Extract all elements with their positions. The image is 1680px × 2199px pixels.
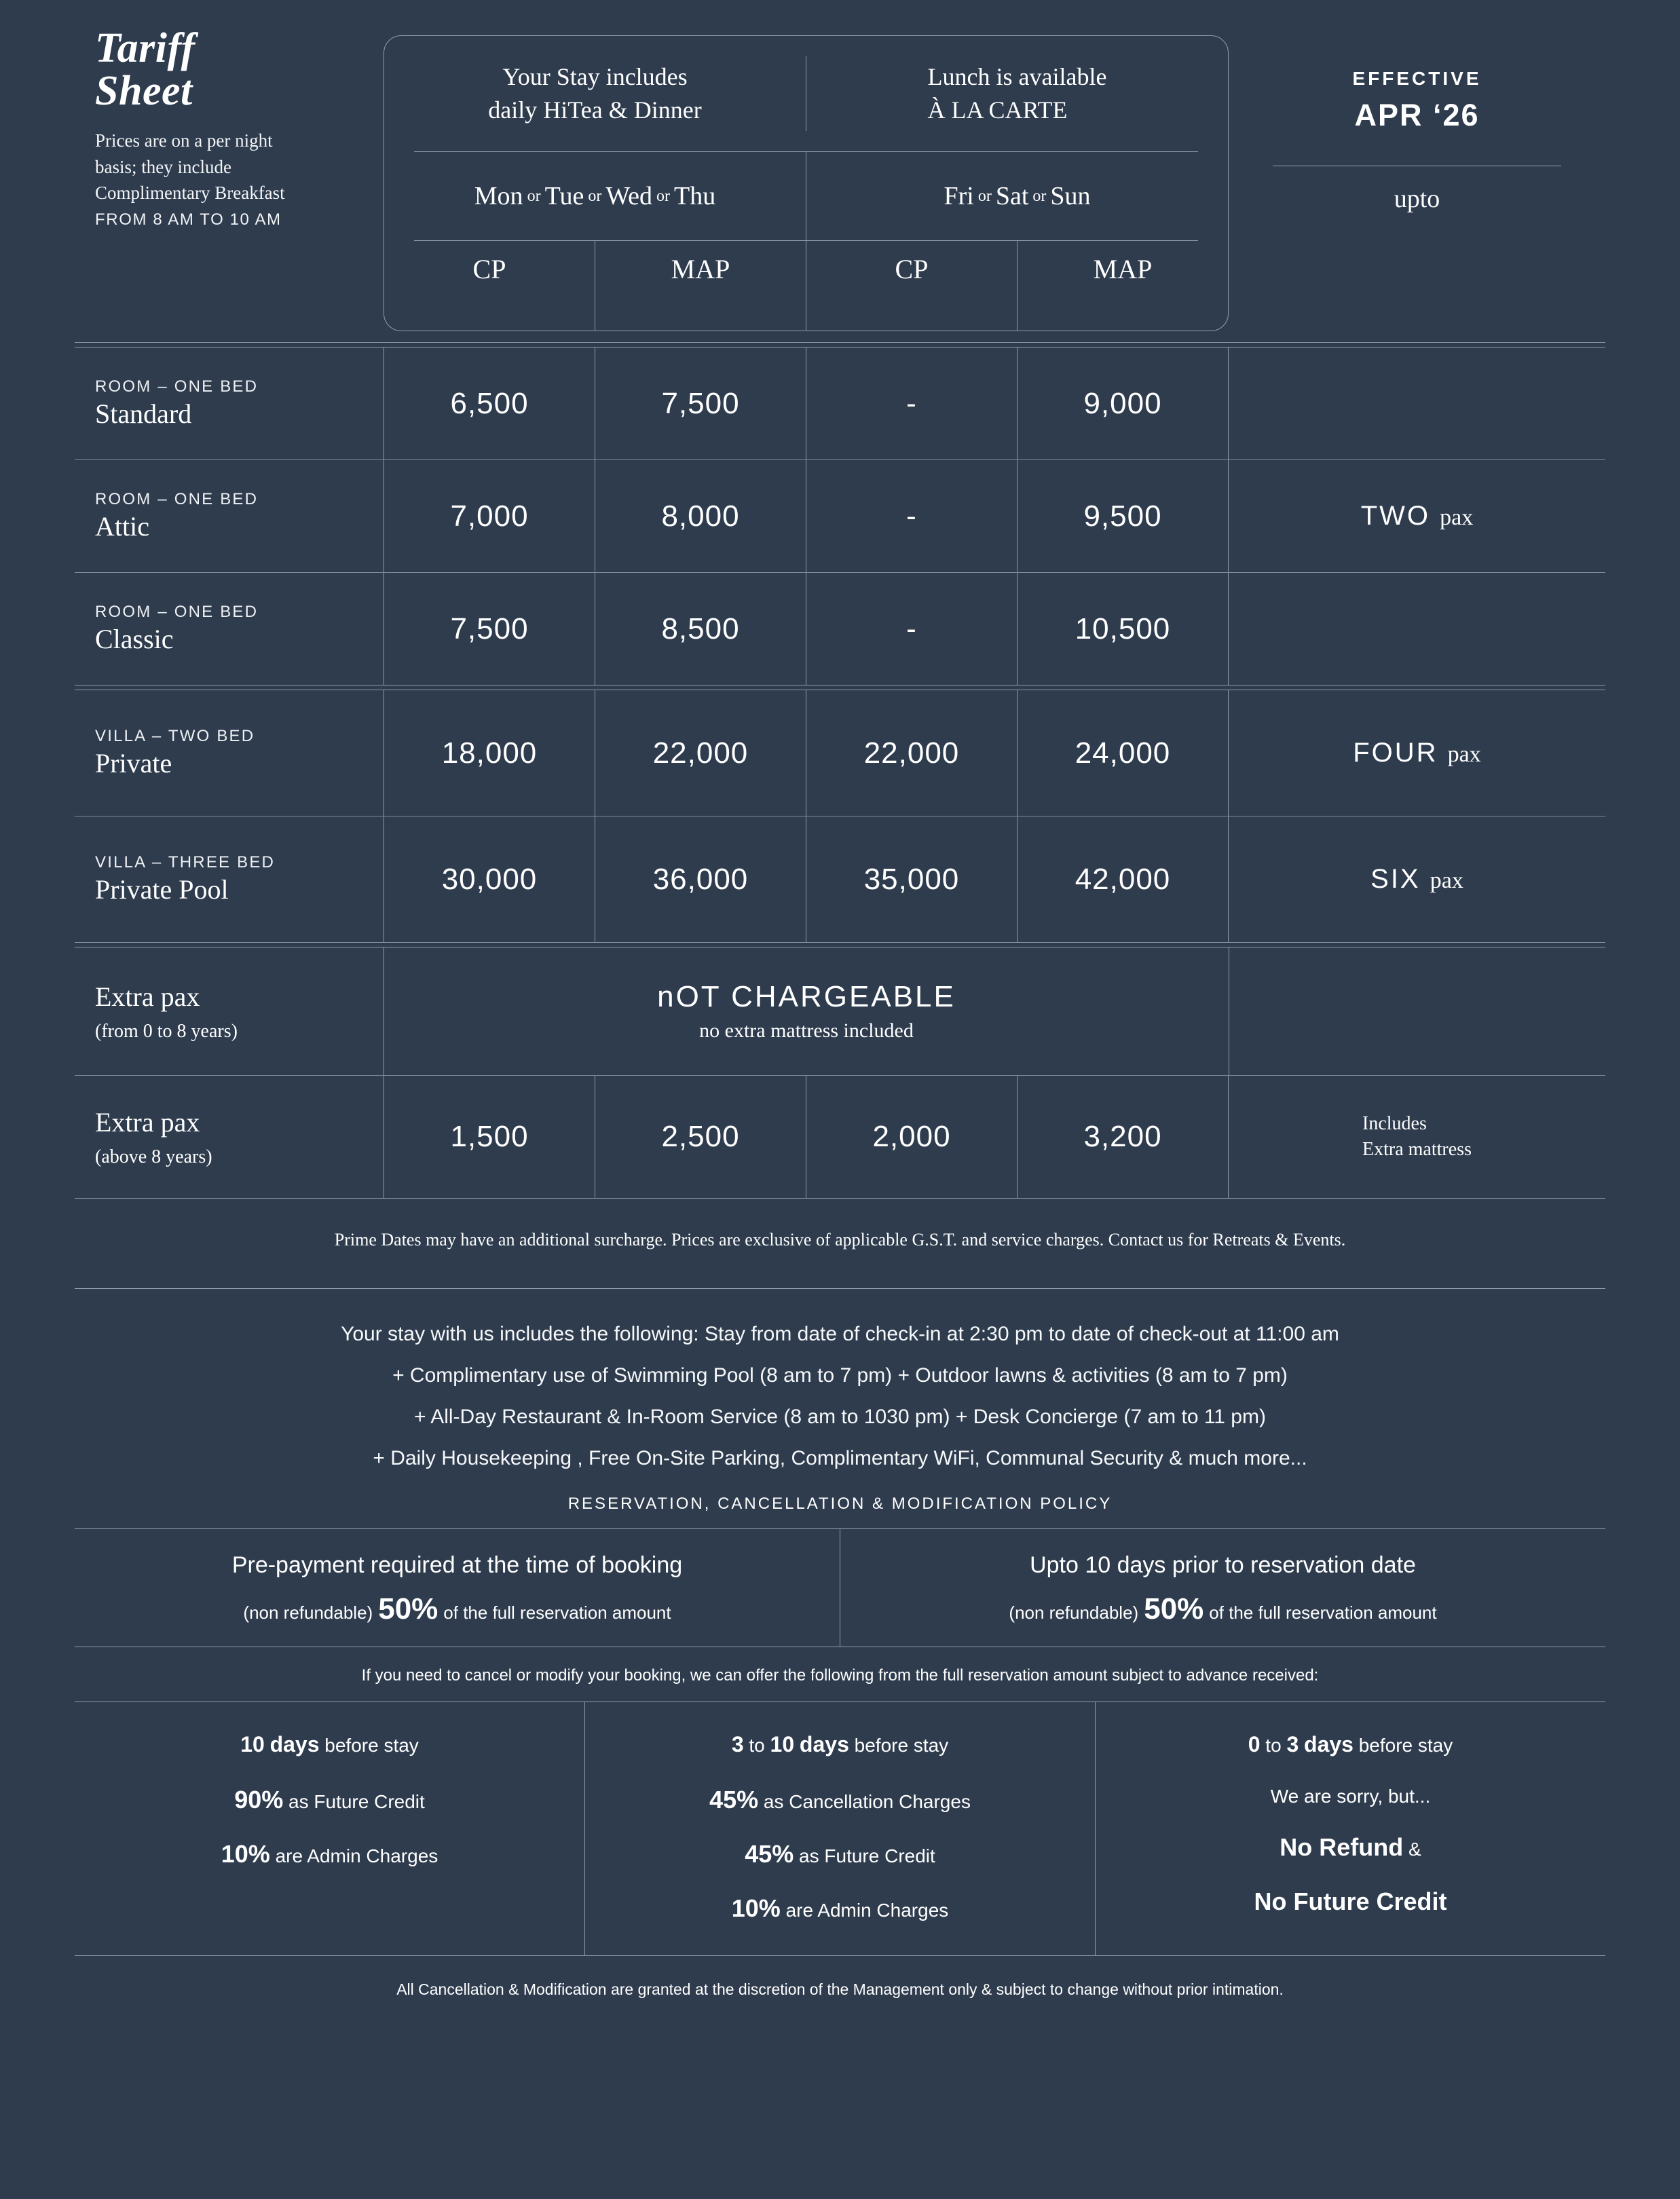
cancellation-item: [585, 1840, 1095, 1868]
price-map-weekday: 8,500: [661, 612, 740, 645]
item-text: as Cancellation Charges: [763, 1791, 971, 1812]
occupancy-two: TWO pax: [1360, 501, 1474, 531]
weekday-d4: Thu: [674, 182, 716, 210]
prime-dates-note: Prime Dates may have an additional surcharge. Prices are exclusive of applicable G.S.T. and service charges. Contact us for Retreats & Events.: [334, 1230, 1346, 1249]
title-line-2: Sheet: [95, 68, 193, 115]
no-future-credit-line: [1096, 1887, 1605, 1916]
price-map-weekend: 9,500: [1083, 499, 1162, 533]
sorry-text: We are sorry, but...: [1270, 1786, 1431, 1807]
room-type: ROOM – ONE BED: [95, 603, 259, 621]
window-unit: days: [799, 1732, 849, 1756]
prepayment-right-post: of the full reservation amount: [1209, 1602, 1437, 1623]
row-room-label: [75, 816, 384, 942]
brand-sub-line-2: basis; they include: [95, 156, 231, 177]
window-mid: to: [1265, 1735, 1282, 1756]
lunch-line-2: À LA CARTE: [927, 96, 1068, 124]
item-pct: 10%: [731, 1894, 781, 1922]
header-section: [75, 0, 1605, 331]
weekday-days-label: [384, 152, 806, 240]
item-text: as Future Credit: [288, 1791, 425, 1812]
stay-includes-block: [384, 36, 806, 151]
table-bottom-rule: [75, 1198, 1605, 1199]
prepayment-right-title: Upto 10 days prior to reservation date: [1030, 1552, 1416, 1578]
cancellation-window: [75, 1732, 584, 1757]
stay-includes-line-2: daily HiTea & Dinner: [488, 96, 702, 124]
cancellation-column-0-to-3-days: [1095, 1702, 1605, 1955]
room-name: Classic: [95, 624, 174, 654]
room-name: Attic: [95, 511, 149, 542]
weekend-d2: Sat: [995, 182, 1029, 210]
room-name: Private Pool: [95, 874, 229, 905]
weekend-days-label: [806, 152, 1228, 240]
price-cp-weekend: -: [906, 612, 917, 645]
prepayment-left-post: of the full reservation amount: [443, 1602, 671, 1623]
cancellation-column-10-days: [75, 1702, 584, 1955]
price-cp-weekend: 22,000: [863, 736, 960, 770]
effective-date-block: [1229, 27, 1605, 331]
table-row: [75, 573, 1605, 685]
window-num2: 10: [770, 1732, 795, 1756]
price-map-weekday: 36,000: [652, 862, 749, 896]
includes-mattress-note: [1362, 1111, 1472, 1163]
window-num: 0: [1248, 1732, 1261, 1756]
no-future-credit-text: No Future Credit: [1254, 1887, 1447, 1915]
plan-header-cp-weekend: CP: [895, 254, 929, 284]
page-title: [95, 27, 384, 113]
row-room-label: [75, 347, 384, 459]
table-row: [75, 347, 1605, 459]
stay-line: + Complimentary use of Swimming Pool (8 am to 7 pm) + Outdoor lawns & activities (8 am to 7 pm): [392, 1364, 1288, 1387]
prepayment-right: [840, 1529, 1605, 1647]
table-row-extra-adult: [75, 1076, 1605, 1198]
effective-value: APR ‘26: [1354, 98, 1480, 132]
lunch-block: [806, 36, 1228, 151]
price-map-weekday: 7,500: [661, 386, 740, 420]
extra-pax-title: Extra pax: [95, 1106, 200, 1138]
price-cp-weekday: 18,000: [441, 736, 538, 770]
room-type: ROOM – ONE BED: [95, 490, 259, 508]
extra-pax-age: (from 0 to 8 years): [95, 1020, 238, 1042]
prepayment-left-title: Pre-payment required at the time of booking: [231, 1552, 683, 1578]
prepayment-left: [75, 1529, 840, 1647]
room-name: Standard: [95, 398, 192, 429]
price-cp-weekday: 30,000: [441, 862, 538, 896]
window-post: before stay: [324, 1735, 419, 1756]
stay-line: Your stay with us includes the following: Stay from date of check-in at 2:30 pm to date of check-out at 11:00 am: [341, 1323, 1339, 1345]
includes-line-2: Extra mattress: [1362, 1139, 1472, 1160]
weekend-d3: Sun: [1050, 182, 1091, 210]
occupancy-six: SIX pax: [1370, 864, 1463, 894]
price-cp-weekday: 7,000: [450, 499, 529, 533]
price-cp-weekday: 6,500: [450, 386, 529, 420]
meal-plan-header-box: [384, 35, 1229, 331]
price-map-weekday: 8,000: [661, 499, 740, 533]
breakfast-hours: FROM 8 AM TO 10 AM: [95, 210, 282, 229]
item-pct: 10%: [221, 1840, 270, 1868]
room-type: VILLA – TWO BED: [95, 727, 255, 745]
price-cp-weekend: 35,000: [863, 862, 960, 896]
prepayment-right-detail: [840, 1592, 1605, 1626]
cancellation-column-3-to-10-days: [584, 1702, 1095, 1955]
extra-pax-label: [75, 1076, 384, 1198]
no-mattress-text: no extra mattress included: [699, 1019, 914, 1042]
section-rule: [75, 1288, 1605, 1289]
item-text: are Admin Charges: [785, 1900, 949, 1921]
price-cp-weekend: -: [906, 386, 917, 420]
policy-heading: RESERVATION, CANCELLATION & MODIFICATION POLICY: [567, 1495, 1113, 1513]
room-type: VILLA – THREE BED: [95, 853, 276, 871]
weekday-or3: or: [656, 187, 671, 205]
plan-header-map-weekday: MAP: [671, 254, 730, 284]
window-mid: to: [749, 1735, 765, 1756]
table-row: [75, 460, 1605, 572]
brand-subtitle: [95, 128, 384, 231]
price-map-weekend: 24,000: [1075, 736, 1171, 770]
cancellation-columns: [75, 1702, 1605, 1956]
price-map-weekend: 10,500: [1075, 612, 1171, 645]
item-pct: 45%: [745, 1840, 794, 1868]
brand-block: [75, 27, 384, 331]
row-room-label: [75, 573, 384, 685]
item-pct: 45%: [709, 1786, 759, 1813]
effective-label: EFFECTIVE: [1352, 68, 1482, 89]
brand-sub-line-3: Complimentary Breakfast: [95, 183, 285, 204]
cancellation-item: [585, 1786, 1095, 1814]
table-row-extra-child: [75, 947, 1605, 1075]
item-text: as Future Credit: [799, 1845, 935, 1866]
title-line-1: Tariff: [95, 25, 195, 71]
extra-price-cp-weekend: 2,000: [872, 1120, 951, 1153]
cancellation-window: [1096, 1732, 1605, 1757]
window-num: 3: [731, 1732, 744, 1756]
tariff-table: [75, 342, 1605, 1199]
table-row: [75, 690, 1605, 816]
weekday-d1: Mon: [474, 182, 523, 210]
row-room-label: [75, 460, 384, 572]
lunch-line-1: Lunch is available: [927, 63, 1107, 91]
prepayment-right-pre: (non refundable): [1009, 1602, 1139, 1623]
weekday-d2: Tue: [544, 182, 584, 210]
room-name: Private: [95, 748, 172, 778]
upto-label: upto: [1394, 185, 1440, 213]
plan-header-map-weekend: MAP: [1093, 254, 1153, 284]
no-refund-line: [1096, 1833, 1605, 1862]
price-cp-weekday: 7,500: [450, 612, 529, 645]
item-pct: 90%: [234, 1786, 284, 1813]
no-refund-text: No Refund: [1280, 1833, 1404, 1861]
ampersand: &: [1408, 1839, 1421, 1860]
window-unit: days: [1304, 1732, 1354, 1756]
weekday-or1: or: [527, 187, 541, 205]
brand-sub-line-1: Prices are on a per night: [95, 130, 273, 151]
prepayment-left-pre: (non refundable): [243, 1602, 373, 1623]
row-room-label: [75, 690, 384, 816]
room-type: ROOM – ONE BED: [95, 377, 259, 396]
not-chargeable-cell: [384, 947, 1229, 1075]
weekday-or2: or: [588, 187, 602, 205]
weekend-or2: or: [1032, 187, 1047, 205]
window-unit: days: [269, 1732, 320, 1756]
extra-pax-label: [75, 947, 384, 1075]
prepayment-left-pct: 50%: [378, 1592, 438, 1625]
price-map-weekday: 22,000: [652, 736, 749, 770]
prepayment-row: [75, 1528, 1605, 1647]
prepayment-right-pct: 50%: [1144, 1592, 1204, 1625]
cancellation-item: [75, 1840, 584, 1868]
item-text: are Admin Charges: [275, 1845, 438, 1866]
price-cp-weekend: -: [906, 499, 917, 533]
includes-line-1: Includes: [1362, 1113, 1427, 1135]
weekday-d3: Wed: [605, 182, 653, 210]
policy-footnote: All Cancellation & Modification are granted at the discretion of the Management only & subject to change without prior intimation.: [396, 1980, 1284, 1998]
window-num2: 3: [1286, 1732, 1299, 1756]
stay-line: + All-Day Restaurant & In-Room Service (8 am to 1030 pm) + Desk Concierge (7 am to 11 pm): [414, 1406, 1266, 1428]
stay-line: + Daily Housekeeping , Free On-Site Parking, Complimentary WiFi, Communal Security & much more...: [373, 1447, 1307, 1469]
window-num: 10: [240, 1732, 265, 1756]
weekend-or1: or: [977, 187, 992, 205]
price-map-weekend: 42,000: [1075, 862, 1171, 896]
price-map-weekend: 9,000: [1083, 386, 1162, 420]
extra-price-map-weekday: 2,500: [661, 1120, 740, 1153]
window-post: before stay: [854, 1735, 949, 1756]
stay-includes-line-1: Your Stay includes: [502, 63, 688, 91]
cancellation-item: [585, 1894, 1095, 1923]
cancellation-note: If you need to cancel or modify your booking, we can offer the following from the full reservation amount subject to advance received:: [361, 1666, 1319, 1685]
extra-price-map-weekend: 3,200: [1083, 1120, 1162, 1153]
stay-inclusions-block: [75, 1324, 1605, 1469]
cancellation-item: [75, 1786, 584, 1814]
prepayment-left-detail: [75, 1592, 840, 1626]
extra-pax-age: (above 8 years): [95, 1146, 212, 1167]
window-post: before stay: [1358, 1735, 1453, 1756]
extra-pax-title: Extra pax: [95, 981, 200, 1012]
occupancy-four: FOUR pax: [1353, 738, 1481, 768]
not-chargeable-text: nOT CHARGEABLE: [657, 980, 956, 1013]
cancellation-window: [585, 1732, 1095, 1757]
extra-price-cp-weekday: 1,500: [450, 1120, 529, 1153]
table-row: [75, 816, 1605, 942]
plan-header-cp-weekday: CP: [472, 254, 506, 284]
weekend-d1: Fri: [944, 182, 974, 210]
